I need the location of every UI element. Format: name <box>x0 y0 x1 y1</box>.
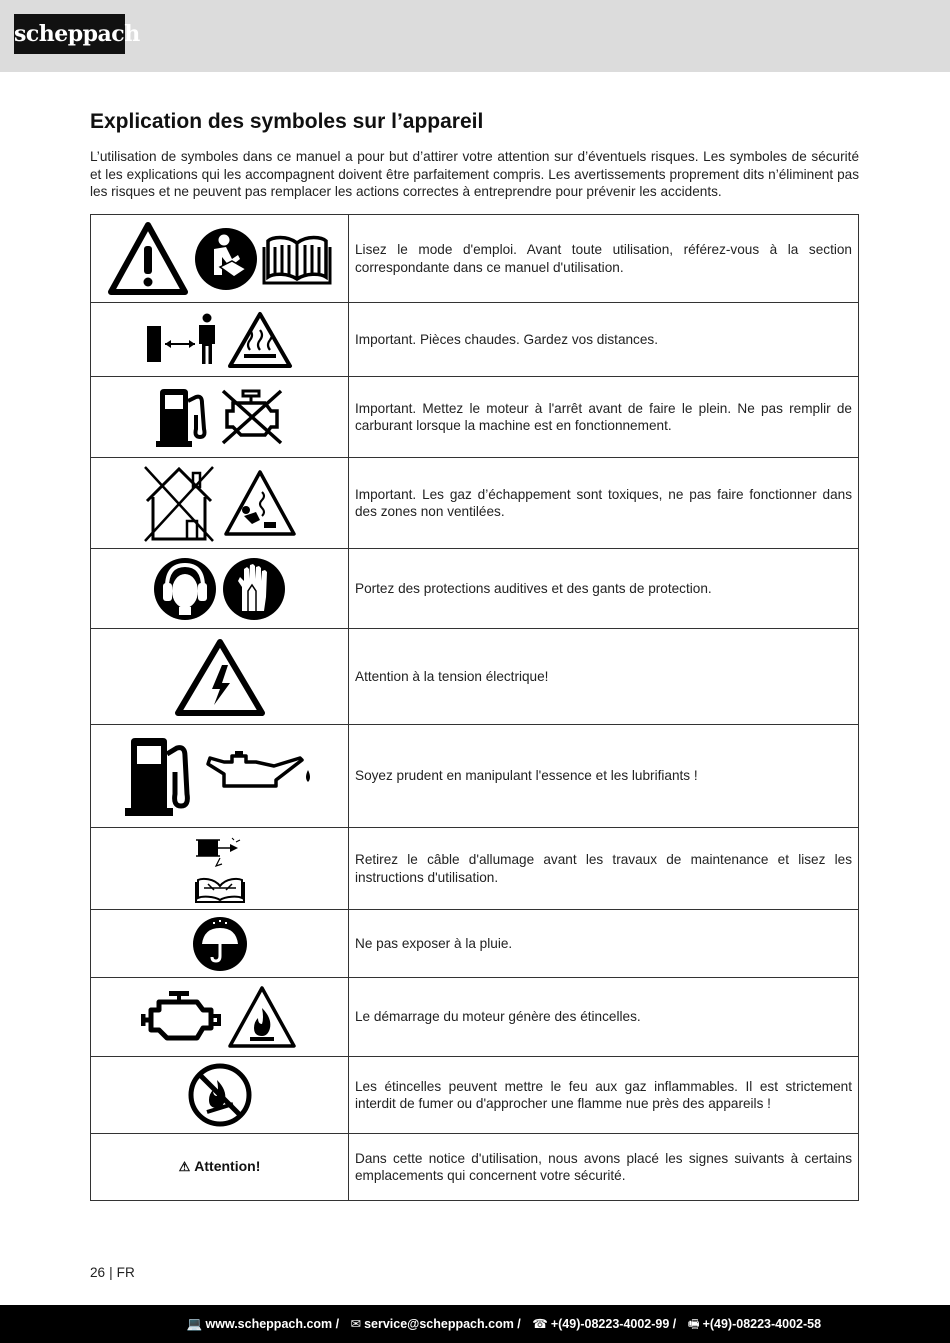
symbol-cell <box>91 215 349 303</box>
table-row <box>91 1134 859 1201</box>
no-open-flame-icon <box>187 1062 253 1128</box>
page-language: FR <box>116 1265 135 1280</box>
description-cell: Ne pas exposer à la pluie. <box>349 910 859 978</box>
contact-footer: 💻 www.scheppach.com / ✉ service@scheppach.com / ☎ +(49)-08223-4002-99 / 🖷 +(49)-08223-4002-58 <box>0 1305 950 1343</box>
table-row <box>91 303 859 377</box>
oil-can-icon <box>204 746 316 806</box>
engine-icon <box>141 988 221 1046</box>
description-cell: Portez des protections auditives et des gants de protection. <box>349 549 859 629</box>
table-row <box>91 377 859 458</box>
description-cell: Important. Mettez le moteur à l'arrêt avant de faire le plein. Ne pas remplir de carburant lorsque la machine est en fonctionnement. <box>349 377 859 458</box>
warning-triangle-icon <box>107 220 189 298</box>
description-cell: Lisez le mode d'emploi. Avant toute utilisation, référez-vous à la section correspondante dans ce manuel d'utilisation. <box>349 215 859 303</box>
table-row <box>91 458 859 549</box>
footer-phone: +(49)-08223-4002-99 <box>550 1317 670 1331</box>
description-cell: Le démarrage du moteur génère des étincelles. <box>349 978 859 1057</box>
description-cell: Important. Pièces chaudes. Gardez vos distances. <box>349 303 859 377</box>
keep-distance-icon <box>145 312 221 368</box>
table-row <box>91 725 859 828</box>
ear-protection-icon <box>153 557 217 621</box>
description-cell: Les étincelles peuvent mettre le feu aux gaz inflammables. Il est strictement interdit de fumer ou d'approcher une flamme nue près des appareils ! <box>349 1057 859 1134</box>
hot-surface-icon <box>226 310 294 370</box>
scheppach-logo: scheppach <box>14 14 125 54</box>
top-bar <box>0 0 950 72</box>
symbol-cell <box>91 629 349 725</box>
symbols-table <box>90 214 859 1201</box>
symbol-cell <box>91 978 349 1057</box>
footer-email[interactable]: service@scheppach.com <box>364 1317 514 1331</box>
description-cell: Attention à la tension électrique! <box>349 629 859 725</box>
symbol-cell <box>91 377 349 458</box>
table-row <box>91 215 859 303</box>
table-row <box>91 629 859 725</box>
spark-plug-cable-icon <box>194 834 246 904</box>
footer-website[interactable]: www.scheppach.com <box>205 1317 333 1331</box>
table-row <box>91 549 859 629</box>
description-cell: Soyez prudent en manipulant l'essence et les lubrifiants ! <box>349 725 859 828</box>
fax-icon: 🖷 <box>687 1317 700 1331</box>
gloves-icon <box>222 557 286 621</box>
fuel-pump-icon <box>154 385 214 449</box>
symbol-cell <box>91 549 349 629</box>
read-manual-icon <box>194 227 258 291</box>
intro-paragraph: L’utilisation de symboles dans ce manuel a pour but d’attirer votre attention sur d’éventuels risques. Les symboles de sécurité et les explications qui les accompagnent doivent être parfaitement compris. Les avertissements proprement dits n’éliminent pas les risques et ne peuvent pas remplacer les actions correctes à entreprendre pour prévenir les accidents. <box>90 149 859 199</box>
attention-label <box>179 1158 261 1174</box>
no-indoor-use-icon <box>141 463 217 543</box>
phone-icon: ☎ <box>532 1317 548 1331</box>
email-icon: ✉ <box>350 1317 362 1331</box>
symbol-cell <box>91 458 349 549</box>
table-row <box>91 1057 859 1134</box>
umbrella-icon <box>192 916 248 972</box>
description-cell: Retirez le câble d'allumage avant les travaux de maintenance et lisez les instructions d'utilisation. <box>349 828 859 910</box>
page-number-separator: | <box>109 1265 113 1280</box>
toxic-fumes-icon <box>222 468 298 538</box>
page-number <box>90 1265 135 1280</box>
fuel-pump-icon <box>123 734 199 818</box>
warning-icon: ⚠ <box>178 1159 191 1174</box>
symbol-cell <box>91 1057 349 1134</box>
engine-crossed-icon <box>219 387 285 447</box>
table-row <box>91 828 859 910</box>
description-cell: Important. Les gaz d’échappement sont toxiques, ne pas faire fonctionner dans des zones non ventilées. <box>349 458 859 549</box>
page-number-value: 26 <box>90 1265 106 1280</box>
symbol-cell <box>91 1134 349 1201</box>
computer-icon: 💻 <box>186 1317 203 1331</box>
table-row <box>91 910 859 978</box>
symbol-cell <box>91 828 349 910</box>
attention-text: Attention! <box>194 1158 261 1174</box>
symbol-cell <box>91 725 349 828</box>
page-title: Explication des symboles sur l’appareil <box>90 110 484 133</box>
footer-fax: +(49)-08223-4002-58 <box>702 1317 822 1331</box>
electric-hazard-icon <box>174 637 266 717</box>
symbol-cell <box>91 303 349 377</box>
symbol-cell <box>91 910 349 978</box>
open-book-icon <box>262 233 332 285</box>
description-cell: Dans cette notice d'utilisation, nous avons placé les signes suivants à certains emplacements qui concernent votre sécurité. <box>349 1134 859 1201</box>
table-row <box>91 978 859 1057</box>
flammable-icon <box>226 984 298 1050</box>
